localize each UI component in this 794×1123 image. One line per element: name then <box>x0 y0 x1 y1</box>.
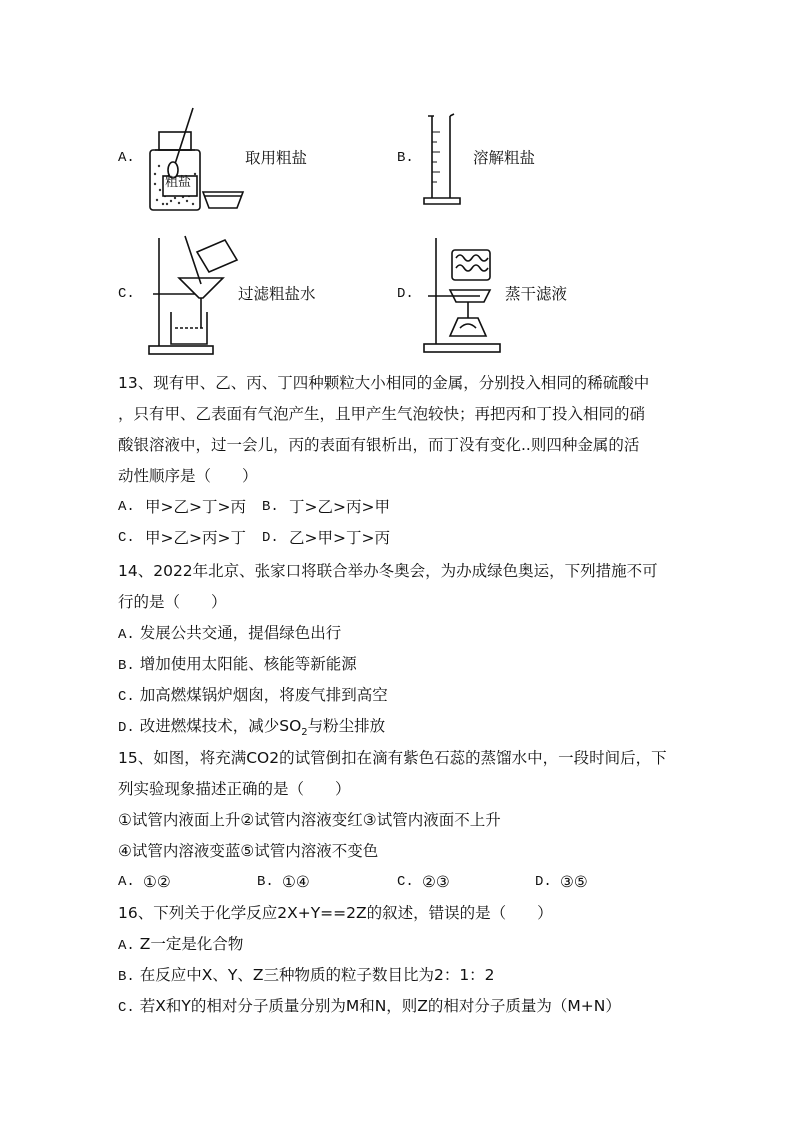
q16-option-a <box>118 934 243 956</box>
q16-option-c-letter: C. <box>118 1000 135 1016</box>
q13-option-d: 乙>甲>丁>丙 <box>289 529 390 547</box>
q14-option-a-text: 发展公共交通，提倡绿色出行 <box>139 624 342 642</box>
q14-option-d-text-before: 改进燃煤技术，减少SO <box>139 717 302 735</box>
q13-option-b: 丁>乙>丙>甲 <box>289 498 390 516</box>
q13-option-c: 甲>乙>丙>丁 <box>145 529 246 547</box>
q14-option-c-text: 加高燃煤锅炉烟囱，将废气排到高空 <box>139 686 388 704</box>
q14-line-1: 14、2022年北京、张家口将联合举办冬奥会，为办成绿色奥运，下列措施不可 <box>118 562 658 580</box>
jar-label: 粗盐 <box>165 175 192 190</box>
q14-option-b <box>118 654 357 676</box>
q13-line-3: 酸银溶液中，过一会儿，丙的表面有银析出，而丁没有变化..则四种金属的活 <box>118 436 640 454</box>
q15-option-d: ③⑤ <box>560 873 588 891</box>
q14-option-b-text: 增加使用太阳能、核能等新能源 <box>139 655 357 673</box>
measuring-cylinder-illustration <box>420 112 470 212</box>
q15-line-3: ①试管内液面上升②试管内溶液变红③试管内液面不上升 <box>118 811 501 829</box>
q13-line-1: 13、现有甲、乙、丙、丁四种颗粒大小相同的金属，分别投入相同的稀硫酸中 <box>118 374 650 392</box>
q13-option-c-letter: C. <box>118 530 135 546</box>
q13-option-b-letter: B. <box>262 499 279 515</box>
option-c-caption: 过滤粗盐水 <box>238 285 316 303</box>
q13-option-a-letter: A. <box>118 499 135 515</box>
q16-option-b-letter: B. <box>118 969 135 985</box>
q14-option-b-letter: B. <box>118 658 135 674</box>
q16-option-b <box>118 965 495 987</box>
q13-line-4: 动性顺序是（ ） <box>118 467 258 485</box>
q16-option-c <box>118 996 621 1018</box>
q15-line-4: ④试管内溶液变蓝⑤试管内溶液不变色 <box>118 842 379 860</box>
q14-option-a-letter: A. <box>118 627 135 643</box>
q15-line-1: 15、如图，将充满CO2的试管倒扣在滴有紫色石蕊的蒸馏水中，一段时间后，下 <box>118 749 667 767</box>
q16-option-c-text: 若X和Y的相对分子质量分别为M和N，则Z的相对分子质量为（M+N） <box>139 997 621 1015</box>
q15-option-c-letter: C. <box>397 874 414 890</box>
q14-option-d-text-after: 与粉尘排放 <box>307 717 386 735</box>
salt-jar-spoon-illustration <box>145 104 255 216</box>
q13-option-d-letter: D. <box>262 530 279 546</box>
option-b-letter: B. <box>397 150 414 166</box>
q13-line-2: ，只有甲、乙表面有气泡产生，且甲产生气泡较快；再把丙和丁投入相同的硝 <box>118 405 646 423</box>
q13-option-a: 甲>乙>丁>丙 <box>145 498 246 516</box>
q14-option-d-letter: D. <box>118 720 135 736</box>
q14-line-2: 行的是（ ） <box>118 593 227 611</box>
option-d-caption: 蒸干滤液 <box>505 285 568 303</box>
filtration-setup-illustration <box>145 232 245 356</box>
q14-option-c <box>118 685 388 707</box>
q14-option-d-subscript: 2 <box>301 727 308 739</box>
q15-option-a: ①② <box>143 873 171 891</box>
evaporation-setup-illustration <box>420 232 510 356</box>
q15-option-d-letter: D. <box>535 874 552 890</box>
q15-line-2: 列实验现象描述正确的是（ ） <box>118 780 351 798</box>
q16-option-a-letter: A. <box>118 938 135 954</box>
option-a-caption: 取用粗盐 <box>245 149 308 167</box>
q14-option-c-letter: C. <box>118 689 135 705</box>
q16-option-b-text: 在反应中X、Y、Z三种物质的粒子数目比为2：1：2 <box>139 966 495 984</box>
q15-option-a-letter: A. <box>118 874 135 890</box>
q16-line-1: 16、下列关于化学反应2X+Y==2Z的叙述，错误的是（ ） <box>118 904 553 922</box>
q16-option-a-text: Z一定是化合物 <box>139 935 244 953</box>
q15-option-b-letter: B. <box>257 874 274 890</box>
option-c-letter: C. <box>118 286 135 302</box>
q15-option-c: ②③ <box>422 873 450 891</box>
option-d-letter: D. <box>397 286 414 302</box>
q14-option-d <box>118 716 385 743</box>
q14-option-a <box>118 623 341 645</box>
option-b-caption: 溶解粗盐 <box>473 149 536 167</box>
q15-option-b: ①④ <box>282 873 310 891</box>
option-a-letter: A. <box>118 150 135 166</box>
